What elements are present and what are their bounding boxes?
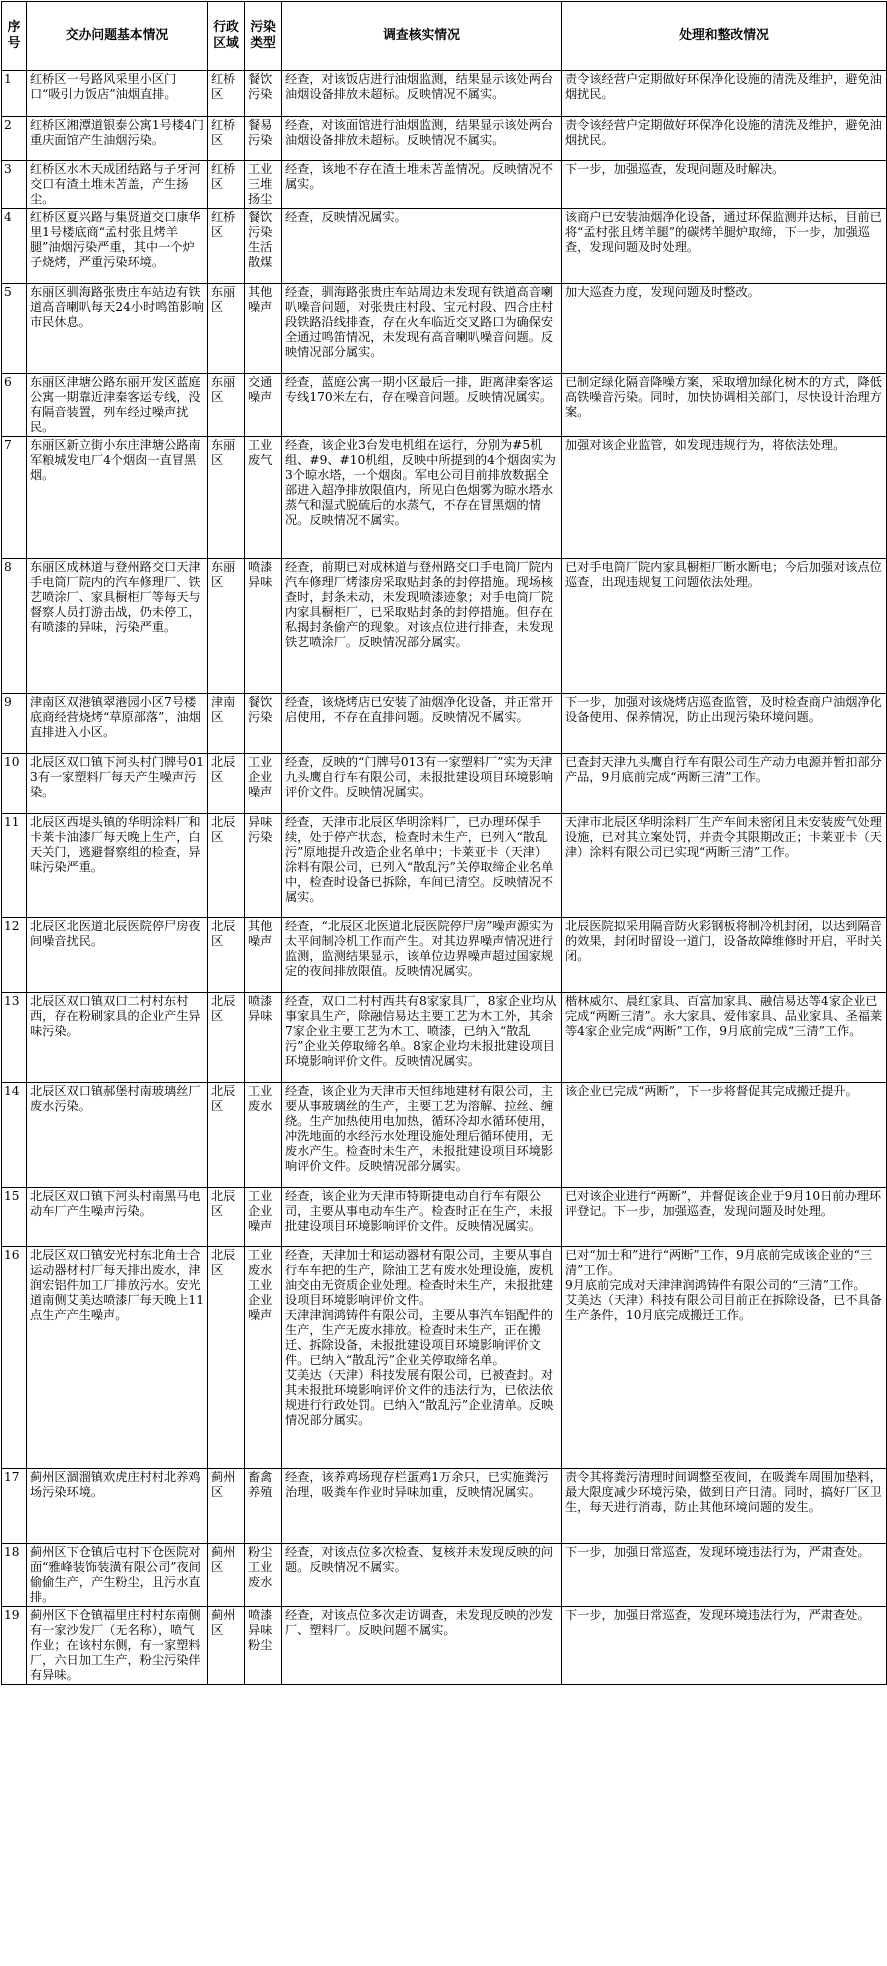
- cell-handling: 楷林威尔、晨红家具、百富加家具、融信易达等4家企业已完成“两断三清”。永大家具、爱伟家具、品业家具、圣福莱等4家企业完成“两断”工作，9月底前完成“三清”工作。: [562, 993, 887, 1083]
- cell-type: 工业三堆扬尘: [245, 161, 282, 209]
- cell-no: 17: [2, 1469, 27, 1544]
- cell-handling: 该企业已完成“两断”，下一步将督促其完成搬迁提升。: [562, 1083, 887, 1188]
- cell-district: 蓟州区: [208, 1544, 245, 1607]
- cell-investigation: 经查，该养鸡场现存栏蛋鸡1万余只，已实施粪污治理，吸粪车作业时异味加重，反映情况属实。: [282, 1469, 562, 1544]
- cell-investigation: 经查，前期已对成林道与登州路交口手电筒厂院内汽车修理厂烤漆房采取贴封条的封停措施。现场核查时，封条未动，未发现喷漆迹象；对手电筒厂院内家具橱柜厂，已采取贴封条的封停措施。但存在私揭封条偷产的现象。对该点位进行排查，未发现铁艺喷涂厂。反映情况部分属实。: [282, 559, 562, 694]
- cell-no: 3: [2, 161, 27, 209]
- cell-no: 8: [2, 559, 27, 694]
- cell-no: 7: [2, 437, 27, 559]
- cell-investigation: 经查，该企业3台发电机组在运行，分别为#5机组、#9、#10机组，反映中所提到的4个烟囱实为3个晾水塔，一个烟囱。军电公司目前排放数据全部进入超净排放限值内，所见白色烟雾为晾水塔水蒸气和湿式脱硫后的水蒸气，不存在冒黑烟的情况。反映情况不属实。: [282, 437, 562, 559]
- cell-problem: 北辰区西堤头镇的华明涂料厂和卡莱卡油漆厂每天晚上生产，白天关门，逃避督察组的检查，异味污染严重。: [27, 814, 208, 918]
- cell-no: 16: [2, 1247, 27, 1469]
- cell-investigation: 经查，天津加士和运动器材有限公司，主要从事自行车车把的生产，除油工艺有废水处理设施，废机油交由无资质企业处理。检查时未生产，未报批建设项目环境影响评价文件。 天津津润鸿铸件有限公司，主要从事汽车铝配件的生产，生产无废水排放。检查时未生产，正在搬迁、拆除设备，未报批建设项目环境影响评价文件。已纳入“散乱污”企业关停取缔名单。 艾美达（天津）科技发展有限公司，已被查封。对其未报批环境影响评价文件的违法行为，已依法依规进行行政处罚。已纳入“散乱污”企业清单。反映情况部分属实。: [282, 1247, 562, 1469]
- cell-problem: 蓟州区下仓镇福里庄村村东南侧有一家沙发厂（无名称），喷气作业；在该村东侧，有一家塑料厂，六日加工生产，粉尘污染伴有异味。: [27, 1607, 208, 1685]
- cell-investigation: 经查，该烧烤店已安装了油烟净化设备，并正常开启使用，不存在直排问题。反映情况不属实。: [282, 694, 562, 754]
- cell-investigation: 经查，该企业为天津市特斯捷电动自行车有限公司，主要从事电动车生产。检查时正在生产，未报批建设项目环境影响评价文件。反映情况属实。: [282, 1188, 562, 1247]
- cell-problem: 北辰区双口镇安光村东北角士合运动器材村厂每天排出废水，津润宏铝件加工厂排放污水。安光道南侧艾美达喷漆厂每天晚上11点生产产生噪声。: [27, 1247, 208, 1469]
- cell-problem: 北辰区双口镇下河头村南黑马电动车厂产生噪声污染。: [27, 1188, 208, 1247]
- cell-type: 餐饮污染: [245, 71, 282, 117]
- cell-district: 东丽区: [208, 284, 245, 374]
- cell-type: 粉尘工业废水: [245, 1544, 282, 1607]
- cell-no: 2: [2, 117, 27, 161]
- cell-handling: 下一步，加强日常巡查，发现环境违法行为，严肃查处。: [562, 1544, 887, 1607]
- cell-investigation: 经查，对该点位多次检查、复核并未发现反映的问题。反映情况不属实。: [282, 1544, 562, 1607]
- cell-district: 蓟州区: [208, 1607, 245, 1685]
- cell-handling: 下一步，加强巡查，发现问题及时解决。: [562, 161, 887, 209]
- cell-type: 工业企业噪声: [245, 1188, 282, 1247]
- cell-problem: 北辰区双口镇双口二村村东村西，存在粉刷家具的企业产生异味污染。: [27, 993, 208, 1083]
- cell-investigation: 经查，天津市北辰区华明涂料厂，已办理环保手续，处于停产状态，检查时未生产，已列入“散乱污”原地提升改造企业名单中；卡莱亚卡（天津）涂料有限公司，已列入“散乱污”关停取缔企业名单中，检查时设备已拆除，车间已清空。反映情况不属实。: [282, 814, 562, 918]
- cell-type: 喷漆异味: [245, 559, 282, 694]
- cell-no: 11: [2, 814, 27, 918]
- cell-handling: 已对该企业进行“两断”，并督促该企业于9月10日前办理环评登记。下一步，加强巡查，发现问题及时处理。: [562, 1188, 887, 1247]
- cell-district: 北辰区: [208, 918, 245, 993]
- cell-type: 畜禽养殖: [245, 1469, 282, 1544]
- cell-type: 交通噪声: [245, 374, 282, 437]
- cell-type: 喷漆异味粉尘: [245, 1607, 282, 1685]
- cell-problem: 东丽区驯海路张贵庄车站边有铁道高音喇叭每天24小时鸣笛影响市民休息。: [27, 284, 208, 374]
- cell-problem: 北辰区双口镇郝堡村南玻璃丝厂废水污染。: [27, 1083, 208, 1188]
- table-row: [2, 918, 887, 993]
- cell-district: 北辰区: [208, 993, 245, 1083]
- cell-problem: 东丽区成林道与登州路交口天津手电筒厂院内的汽车修理厂、铁艺喷涂厂、家具橱柜厂等每天与督察人员打游击战，仍未停工，有喷漆的异味，污染严重。: [27, 559, 208, 694]
- cell-handling: 责令该经营户定期做好环保净化设施的清洗及维护，避免油烟扰民。: [562, 117, 887, 161]
- cell-handling: 加强对该企业监管，如发现违规行为，将依法处理。: [562, 437, 887, 559]
- header-type: 污染类型: [245, 2, 282, 71]
- cell-problem: 红桥区湘潭道银泰公寓1号楼4门重庆面馆产生油烟污染。: [27, 117, 208, 161]
- cell-type: 工业废气: [245, 437, 282, 559]
- cell-investigation: 经查，反映情况属实。: [282, 209, 562, 284]
- cell-handling: 下一步，加强日常巡查，发现环境违法行为，严肃查处。: [562, 1607, 887, 1685]
- cell-problem: 东丽区新立街小东庄津塘公路南军粮城发电厂4个烟囱一直冒黑烟。: [27, 437, 208, 559]
- cell-district: 红桥区: [208, 161, 245, 209]
- cell-no: 5: [2, 284, 27, 374]
- cell-investigation: 经查，反映的“门牌号013有一家塑料厂”实为天津九头鹰自行车有限公司，未报批建设项目环境影响评价文件。反映情况属实。: [282, 754, 562, 814]
- cell-no: 12: [2, 918, 27, 993]
- cell-district: 北辰区: [208, 1188, 245, 1247]
- table-row: [2, 1544, 887, 1607]
- cell-district: 北辰区: [208, 1247, 245, 1469]
- header-no: 序号: [2, 2, 27, 71]
- cell-type: 餐易污染: [245, 117, 282, 161]
- table-row: [2, 374, 887, 437]
- cell-problem: 津南区双港镇翠港园小区7号楼底商经营烧烤“草原部落”，油烟直排进入小区。: [27, 694, 208, 754]
- cell-investigation: 经查，该地不存在渣土堆未苫盖情况。反映情况不属实。: [282, 161, 562, 209]
- table-row: [2, 754, 887, 814]
- table-row: [2, 1247, 887, 1469]
- cell-type: 餐饮污染生活散煤: [245, 209, 282, 284]
- cell-handling: 该商户已安装油烟净化设备，通过环保监测并达标，目前已将“孟村张且烤羊腿”的碳烤羊腿炉取缔，下一步，加强巡查，发现问题及时处理。: [562, 209, 887, 284]
- cell-district: 东丽区: [208, 437, 245, 559]
- cell-handling: 已查封天津九头鹰自行车有限公司生产动力电源并暂扣部分产品，9月底前完成“两断三清”工作。: [562, 754, 887, 814]
- cell-no: 15: [2, 1188, 27, 1247]
- cell-district: 东丽区: [208, 374, 245, 437]
- header-handling: 处理和整改情况: [562, 2, 887, 71]
- table-row: [2, 559, 887, 694]
- cell-district: 北辰区: [208, 754, 245, 814]
- cell-no: 10: [2, 754, 27, 814]
- cell-district: 北辰区: [208, 814, 245, 918]
- cell-investigation: 经查，驯海路张贵庄车站周边未发现有铁道高音喇叭噪音问题，对张贵庄村段、宝元村段、四合庄村段铁路沿线排查，存在火车临近交叉路口为确保安全通过鸣笛情况，未发现有高音喇叭噪音问题。反映情况部分属实。: [282, 284, 562, 374]
- cell-district: 红桥区: [208, 71, 245, 117]
- cell-no: 9: [2, 694, 27, 754]
- table-row: [2, 1607, 887, 1685]
- table-row: [2, 284, 887, 374]
- cell-no: 13: [2, 993, 27, 1083]
- table-row: [2, 694, 887, 754]
- cell-problem: 红桥区一号路风采里小区门口“吸引力饭店”油烟直排。: [27, 71, 208, 117]
- cell-district: 红桥区: [208, 209, 245, 284]
- cell-investigation: 经查，对该面馆进行油烟监测，结果显示该处两台油烟设备排放未超标。反映情况不属实。: [282, 117, 562, 161]
- cell-handling: 加大巡查力度，发现问题及时整改。: [562, 284, 887, 374]
- cell-no: 19: [2, 1607, 27, 1685]
- cell-type: 其他噪声: [245, 918, 282, 993]
- table-row: [2, 209, 887, 284]
- cell-type: 喷漆异味: [245, 993, 282, 1083]
- table-header-row: [2, 2, 887, 71]
- cell-no: 6: [2, 374, 27, 437]
- cell-investigation: 经查，双口二村村西共有8家家具厂，8家企业均从事家具生产，除融信易达主要工艺为木工外，其余7家企业主要工艺为木工、喷漆，已纳入“散乱污”企业关停取缔名单。8家企业均未报批建设项目环境影响评价文件。反映情况属实。: [282, 993, 562, 1083]
- table-row: [2, 437, 887, 559]
- cell-handling: 责令其将粪污清理时间调整至夜间，在吸粪车周围加垫料，最大限度减少环境污染，做到日产日清。同时，搞好厂区卫生，每天进行消毒，防止其他环境问题的发生。: [562, 1469, 887, 1544]
- cell-problem: 蓟州区涸溜镇欢虎庄村村北养鸡场污染环境。: [27, 1469, 208, 1544]
- cell-problem: 北辰区双口镇下河头村门牌号013有一家塑料厂每天产生噪声污染。: [27, 754, 208, 814]
- cell-handling: 责令该经营户定期做好环保净化设施的清洗及维护，避免油烟扰民。: [562, 71, 887, 117]
- cell-handling: 天津市北辰区华明涂料厂生产车间未密闭且未安装废气处理设施，已对其立案处罚，并责令其限期改正；卡莱亚卡（天津）涂料有限公司已实现“两断三清”工作。: [562, 814, 887, 918]
- header-district: 行政区域: [208, 2, 245, 71]
- cell-district: 红桥区: [208, 117, 245, 161]
- cell-no: 1: [2, 71, 27, 117]
- cell-problem: 东丽区津塘公路东丽开发区蓝庭公寓一期靠近津秦客运专线，没有隔音装置，列车经过噪声扰民。: [27, 374, 208, 437]
- cell-investigation: 经查，“北辰区北医道北辰医院停尸房”噪声源实为太平间制冷机工作而产生。对其边界噪声情况进行监测，监测结果显示，该单位边界噪声超过国家规定的夜间排放限值。反映情况属实。: [282, 918, 562, 993]
- table-row: [2, 117, 887, 161]
- cell-district: 津南区: [208, 694, 245, 754]
- cell-district: 东丽区: [208, 559, 245, 694]
- cell-handling: 已对“加士和”进行“两断”工作，9月底前完成该企业的“三清”工作。 9月底前完成对天津津润鸿铸件有限公司的“三清”工作。 艾美达（天津）科技有限公司目前正在拆除设备，已不具备生产条件，10月底完成搬迁工作。: [562, 1247, 887, 1469]
- cell-problem: 红桥区夏兴路与集贤道交口康华里1号楼底商“孟村张且烤羊腿”油烟污染严重，其中一个炉子烧烤，严重污染环境。: [27, 209, 208, 284]
- table-row: [2, 993, 887, 1083]
- cell-type: 工业废水: [245, 1083, 282, 1188]
- cell-handling: 已对手电筒厂院内家具橱柜厂断水断电；今后加强对该点位巡查，出现违规复工问题依法处理。: [562, 559, 887, 694]
- table-row: [2, 814, 887, 918]
- table-row: [2, 1188, 887, 1247]
- cell-problem: 蓟州区下仓镇后屯村下仓医院对面“雅峰装饰装潢有限公司”夜间偷偷生产，产生粉尘，且污水直排。: [27, 1544, 208, 1607]
- cell-handling: 北辰医院拟采用隔音防火彩钢板将制冷机封闭，以达到隔音的效果，封闭时留设一道门，设备故障维修时开启，平时关闭。: [562, 918, 887, 993]
- cell-district: 蓟州区: [208, 1469, 245, 1544]
- table-body: [2, 71, 887, 1685]
- cell-investigation: 经查，对该点位多次走访调查，未发现反映的沙发厂、塑料厂。反映问题不属实。: [282, 1607, 562, 1685]
- cell-district: 北辰区: [208, 1083, 245, 1188]
- cell-problem: 北辰区北医道北辰医院停尸房夜间噪音扰民。: [27, 918, 208, 993]
- header-problem: 交办问题基本情况: [27, 2, 208, 71]
- cell-type: 工业企业噪声: [245, 754, 282, 814]
- cell-no: 4: [2, 209, 27, 284]
- cell-type: 餐饮污染: [245, 694, 282, 754]
- cell-type: 工业废水工业企业噪声: [245, 1247, 282, 1469]
- cell-handling: 下一步，加强对该烧烤店巡查监管，及时检查商户油烟净化设备使用、保养情况，防止出现污染环境问题。: [562, 694, 887, 754]
- table-row: [2, 1469, 887, 1544]
- table-row: [2, 71, 887, 117]
- cell-investigation: 经查，蓝庭公寓一期小区最后一排，距离津秦客运专线170米左右，存在噪音问题。反映情况属实。: [282, 374, 562, 437]
- cell-no: 18: [2, 1544, 27, 1607]
- cell-handling: 已制定绿化隔音降噪方案，采取增加绿化树木的方式，降低高铁噪音污染。同时，加快协调相关部门，尽快设计治理方案。: [562, 374, 887, 437]
- table-row: [2, 1083, 887, 1188]
- cell-no: 14: [2, 1083, 27, 1188]
- case-table: [1, 1, 887, 1685]
- cell-type: 其他噪声: [245, 284, 282, 374]
- header-investigation: 调查核实情况: [282, 2, 562, 71]
- cell-investigation: 经查，该企业为天津市天恒纬地建材有限公司，主要从事玻璃丝的生产，主要工艺为溶解、拉丝、缠绕。生产加热使用电加热，循环冷却水循环使用，冲洗地面的水经污水处理设施处理后循环使用，无废水产生。检查时未生产，未报批建设项目环境影响评价文件。反映情况部分属实。: [282, 1083, 562, 1188]
- cell-investigation: 经查，对该饭店进行油烟监测，结果显示该处两台油烟设备排放未超标。反映情况不属实。: [282, 71, 562, 117]
- cell-type: 异味污染: [245, 814, 282, 918]
- table-row: [2, 161, 887, 209]
- cell-problem: 红桥区水木天成团结路与子牙河交口有渣土堆未苫盖，产生扬尘。: [27, 161, 208, 209]
